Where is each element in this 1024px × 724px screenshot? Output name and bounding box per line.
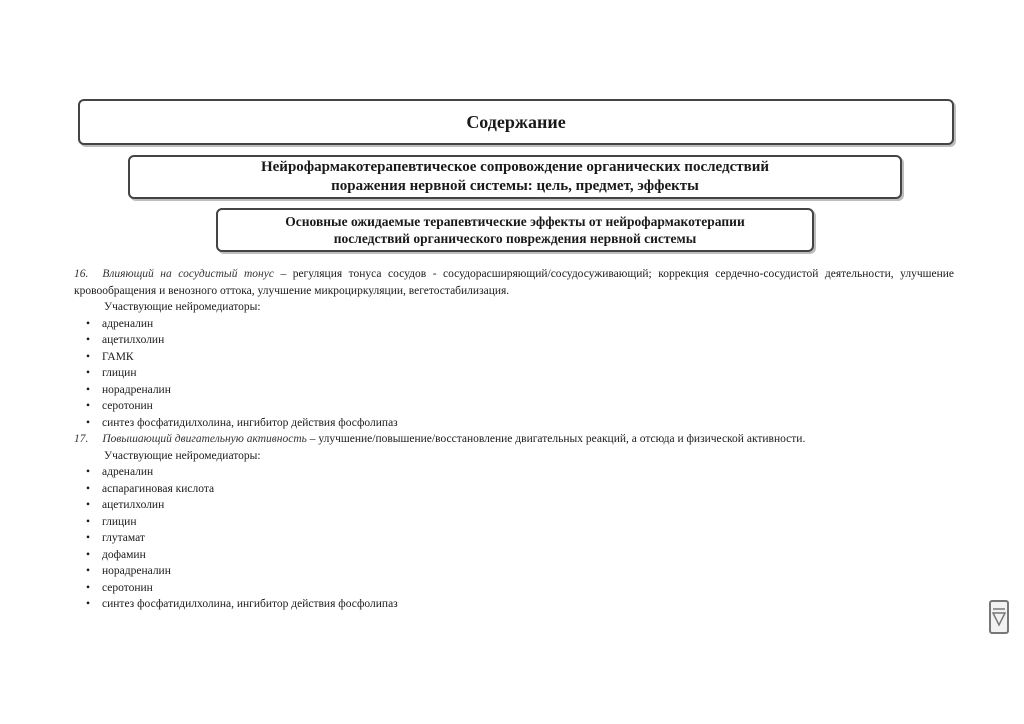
section-title-line-1: Основные ожидаемые терапевтические эффекты от нейрофармакотерапии — [285, 214, 745, 229]
bullet-icon: • — [86, 367, 91, 379]
list-item: • ацетилхолин — [74, 332, 954, 349]
mediators-list — [74, 464, 954, 613]
topic-title-line-1: Нейрофармакотерапевтическое сопровождение органических последствий — [260, 159, 769, 175]
topic-title-box — [128, 155, 902, 199]
list-item: • адреналин — [74, 464, 954, 481]
bullet-icon: • — [86, 383, 91, 396]
list-item: • серотонин — [74, 580, 954, 597]
next-page-button[interactable] — [989, 600, 1009, 634]
list-item: • дофамин — [74, 547, 954, 564]
item-description: – улучшение/повышение/восстановление двигательных реакций, а отсюда и физической активности. — [306, 433, 806, 445]
item-description: – регуляция тонуса сосудов - сосудорасширяющий/сосудосуживающий; коррекция сердечно-сосудистой деятельности, улучшение кровообращения и венозного оттока, улучшение микроциркуляции, вегетостабилизация. — [74, 268, 955, 297]
list-item: • ацетилхолин — [74, 497, 954, 514]
bullet-icon: • — [86, 350, 91, 363]
bullet-icon: • — [86, 400, 91, 412]
list-item: • адреналин — [74, 316, 954, 333]
bullet-icon: • — [86, 565, 91, 577]
contents-title-box — [78, 99, 954, 145]
item-number: 17. — [74, 433, 89, 445]
bullet-icon: • — [86, 499, 91, 511]
list-item: • аспарагиновая кислота — [74, 481, 954, 498]
bullet-icon: • — [86, 548, 91, 561]
mediators-label: Участвующие нейромедиаторы: — [104, 449, 261, 462]
bullet-icon: • — [86, 482, 91, 495]
list-item: • синтез фосфатидилхолина, ингибитор действия фосфолипаз — [74, 596, 954, 613]
bullet-icon: • — [86, 416, 91, 429]
mediators-label: Участвующие нейромедиаторы: — [104, 301, 261, 313]
list-item: • серотонин — [74, 398, 954, 415]
bullet-icon: • — [86, 598, 91, 610]
bullet-icon: • — [86, 515, 91, 528]
bullet-icon: • — [86, 317, 91, 330]
list-item: • норадреналин — [74, 563, 954, 580]
topic-title-line-2: поражения нервной системы: цель, предмет, эффекты — [331, 178, 699, 194]
list-item: • ГАМК — [74, 349, 954, 366]
list-item: • синтез фосфатидилхолина, ингибитор действия фосфолипаз — [74, 415, 954, 432]
item-title: Повышающий двигательную активность — [102, 433, 307, 445]
bullet-icon: • — [86, 334, 91, 346]
mediators-list — [74, 316, 954, 432]
content-body — [74, 266, 954, 613]
item-title: Влияющий на сосудистый тонус — [102, 268, 274, 280]
bullet-icon: • — [86, 581, 91, 594]
bullet-icon: • — [86, 532, 91, 544]
bullet-icon: • — [86, 466, 91, 478]
item-number: 16. — [74, 268, 89, 280]
triangle-down-icon — [992, 607, 1006, 627]
contents-title: Содержание — [466, 111, 566, 132]
list-item: • глицин — [74, 514, 954, 531]
section-title-line-2: последствий органического повреждения нервной системы — [333, 231, 697, 246]
effect-item-16 — [74, 266, 954, 299]
list-item: • глутамат — [74, 530, 954, 547]
effect-item-17 — [74, 431, 954, 448]
section-title-box — [216, 208, 814, 252]
list-item: • норадреналин — [74, 382, 954, 399]
list-item: • глицин — [74, 365, 954, 382]
